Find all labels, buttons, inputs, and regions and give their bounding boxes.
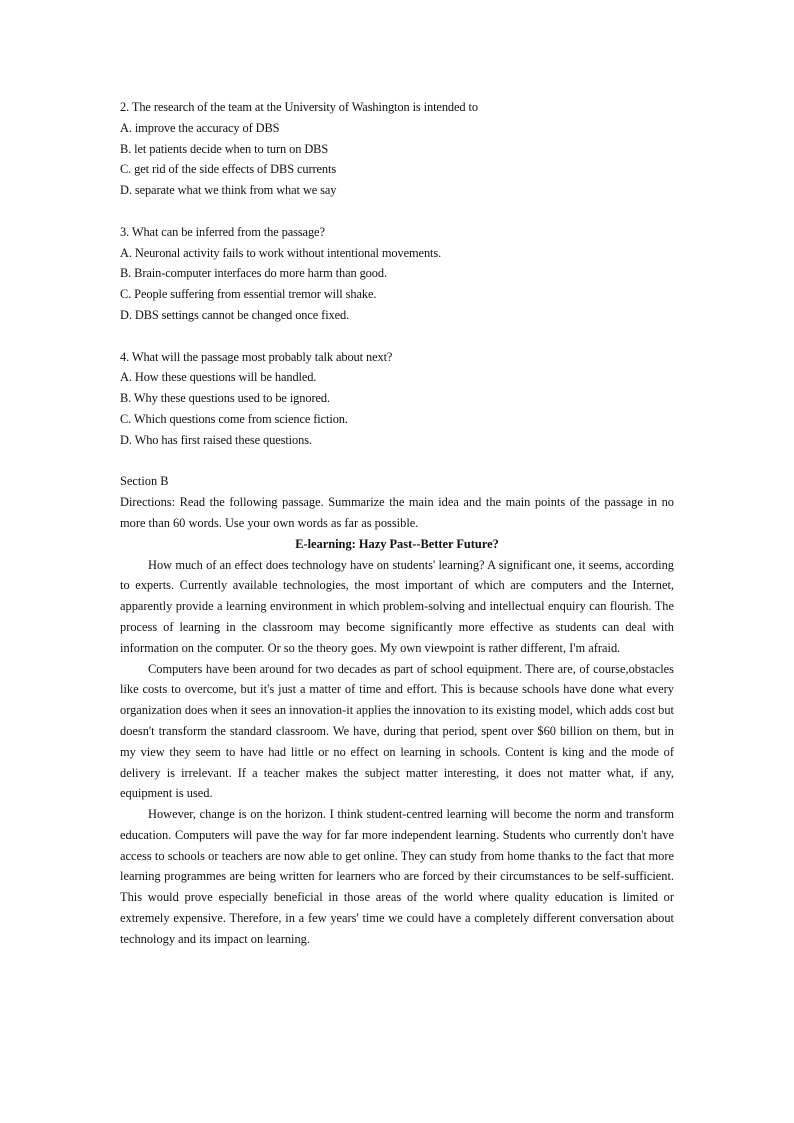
- option-d: D. DBS settings cannot be changed once fixed.: [120, 307, 350, 322]
- question-2: [120, 97, 674, 201]
- passage-paragraph-2: Computers have been around for two decades as part of school equipment. There are, of course,obstacles like costs to overcome, but it's just a matter of time and effort. This is because schools have done what every organization does when it sees an innovation-it applies the innovation to its existing model, which adds cost but doesn't transform the standard classroom. We have, during that period, spent over $60 billion on them, but in my view they seem to have had little or no effect on learning in schools. Content is king and the mode of delivery is irrelevant. If a teacher makes the subject matter interesting, it does not matter what, if any, equipment is used.: [120, 661, 674, 801]
- option-c: C. Which questions come from science fiction.: [120, 411, 348, 426]
- passage-paragraph-3: However, change is on the horizon. I think student-centred learning will become the norm and transform education. Computers will pave the way for far more independent learning. Students who currently don't have access to schools or teachers are now able to get online. They can study from home thanks to the fact that more learning programmes are being written for learners who are forced by their circumstances to be self-sufficient. This would prove especially beneficial in those areas of the world where quality education is limited or extremely expensive. Therefore, in a few years' time we could have a completely different conversation about technology and its impact on learning.: [120, 807, 674, 946]
- passage-paragraph-1: How much of an effect does technology have on students' learning? A significant one, it seems, according to experts. Currently available technologies, the most important of which are computers and the Internet, apparently provide a learning environment in which problem-solving and intellectual enquiry can flourish. The process of learning in the classroom may become significantly more effective as students can deal with information on the computer. Or so the theory goes. My own viewpoint is rather different, I'm afraid.: [120, 557, 674, 655]
- section-b: [120, 471, 674, 949]
- spacer: [120, 326, 674, 347]
- document-page: [120, 97, 674, 950]
- section-directions: Directions: Read the following passage. Summarize the main idea and the main points of the passage in no more than 60 words. Use your own words as far as possible.: [120, 495, 674, 530]
- question-stem: 2. The research of the team at the University of Washington is intended to: [120, 100, 478, 114]
- option-a: A. How these questions will be handled.: [120, 370, 317, 385]
- section-heading: Section B: [120, 474, 169, 489]
- question-4: [120, 347, 674, 451]
- option-a: A. improve the accuracy of DBS: [120, 120, 280, 135]
- spacer: [120, 201, 674, 222]
- option-a: A. Neuronal activity fails to work without intentional movements.: [120, 245, 442, 260]
- option-c: C. get rid of the side effects of DBS currents: [120, 162, 337, 177]
- option-c: C. People suffering from essential tremor will shake.: [120, 287, 377, 302]
- option-d: D. Who has first raised these questions.: [120, 432, 312, 447]
- question-stem: 3. What can be inferred from the passage?: [120, 224, 325, 239]
- option-d: D. separate what we think from what we say: [120, 183, 337, 198]
- option-b: B. Why these questions used to be ignored.: [120, 391, 330, 406]
- option-b: B. Brain-computer interfaces do more harm than good.: [120, 266, 387, 281]
- passage-title: E-learning: Hazy Past--Better Future?: [295, 536, 499, 551]
- option-b: B. let patients decide when to turn on DBS: [120, 141, 329, 156]
- question-3: [120, 222, 674, 326]
- spacer: [120, 451, 674, 472]
- question-stem: 4. What will the passage most probably talk about next?: [120, 349, 393, 364]
